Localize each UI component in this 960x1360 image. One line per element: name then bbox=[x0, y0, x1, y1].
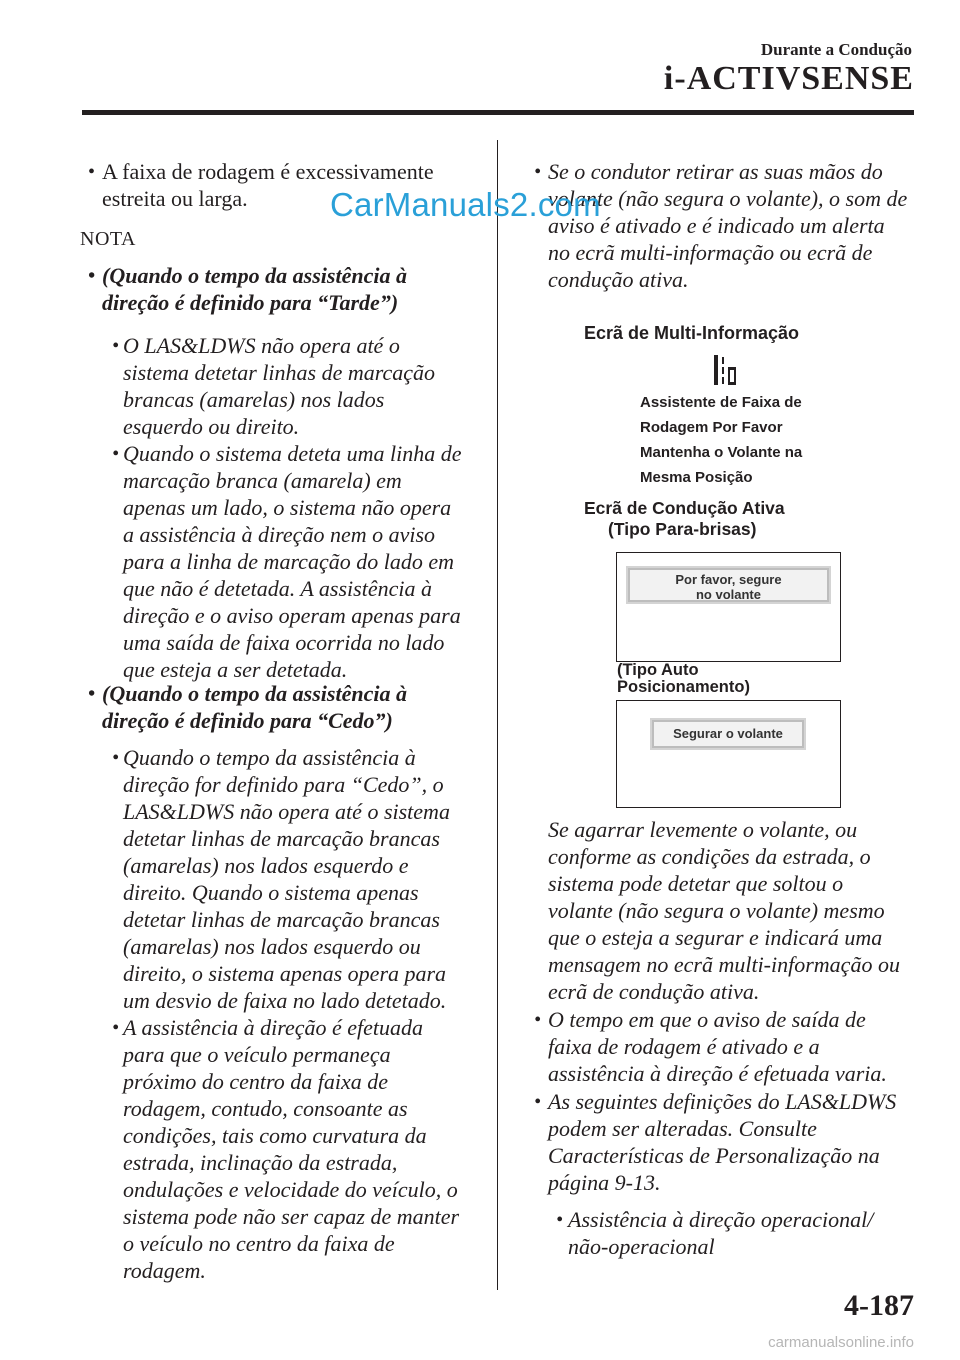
bullet-icon: • bbox=[112, 443, 120, 465]
bullet-icon: • bbox=[112, 1017, 120, 1039]
text-line: marcação branca (amarela) em bbox=[123, 468, 402, 493]
text-line: um desvio de faixa no lado detetado. bbox=[123, 988, 447, 1013]
text-line: volante (não segura o volante) mesmo bbox=[548, 898, 885, 923]
text-line: aviso é ativado e é indicado um alerta bbox=[548, 213, 885, 238]
heading-text bbox=[102, 680, 407, 734]
text-line: conforme as condições da estrada, o bbox=[548, 844, 871, 869]
column-divider bbox=[497, 140, 498, 1290]
text-line: apenas um lado, o sistema não opera bbox=[123, 495, 452, 520]
text-line: Se agarrar levemente o volante, ou bbox=[548, 817, 858, 842]
text-line: O tempo em que o aviso de saída de bbox=[548, 1007, 866, 1032]
text-line: (amarelas) nos lados esquerdo ou bbox=[123, 934, 421, 959]
text-line: assistência à direção é efetuada varia. bbox=[548, 1061, 887, 1086]
text-line: Rodagem Por Favor bbox=[640, 419, 783, 436]
text-line: próximo do centro da faixa de bbox=[123, 1069, 388, 1094]
text-line: brancas (amarelas) nos lados bbox=[123, 387, 385, 412]
section-title: Durante a Condução bbox=[760, 40, 912, 59]
chapter-title: i-ACTIVSENSE bbox=[663, 60, 914, 97]
text-line: Assistência à direção operacional/ bbox=[568, 1207, 874, 1232]
item-text bbox=[548, 1088, 896, 1196]
windshield-type-label: (Tipo Para-brisas) bbox=[608, 519, 757, 539]
text-line: O LAS&LDWS não opera até o bbox=[123, 333, 400, 358]
text-line: sistema pode não ser capaz de manter bbox=[123, 1204, 460, 1229]
page-number: 4-187 bbox=[844, 1289, 914, 1322]
bullet-icon: • bbox=[556, 1209, 564, 1231]
item-text bbox=[123, 332, 435, 440]
text-line: para que o veículo permaneça bbox=[123, 1042, 391, 1067]
bullet-icon: • bbox=[112, 335, 120, 357]
text-line: para a linha de marcação do lado em bbox=[123, 549, 454, 574]
watermark: CarManuals2.com bbox=[330, 186, 601, 223]
windshield-display-box bbox=[616, 552, 841, 662]
text-line: condução ativa. bbox=[548, 267, 689, 292]
text-line: no ecrã multi-informação ou ecrã de bbox=[548, 240, 873, 265]
text-line: que o esteja a segurar e indicará uma bbox=[548, 925, 883, 950]
text-line: Mesma Posição bbox=[640, 469, 753, 486]
note-label: NOTA bbox=[80, 228, 136, 250]
text-line: direção é definido para “Cedo”) bbox=[102, 708, 393, 733]
bullet-icon: • bbox=[88, 161, 96, 183]
footer-link[interactable]: carmanualsonline.info bbox=[768, 1334, 914, 1351]
multi-info-message bbox=[640, 390, 802, 490]
text-line: Mantenha o Volante na bbox=[640, 444, 803, 461]
text-line: ecrã de condução ativa. bbox=[548, 979, 760, 1004]
text-line: direito. Quando o sistema apenas bbox=[123, 880, 419, 905]
text-line: não-operacional bbox=[568, 1234, 715, 1259]
text-line: o veículo no centro da faixa de bbox=[123, 1231, 395, 1256]
text-line: rodagem, contudo, consoante as bbox=[123, 1096, 408, 1121]
item-text bbox=[123, 1014, 459, 1284]
bullet-icon: • bbox=[534, 1091, 542, 1113]
text-line: sistema detetar linhas de marcação bbox=[123, 360, 436, 385]
header-rule bbox=[82, 110, 914, 115]
text-line: detetar linhas de marcação brancas bbox=[123, 907, 440, 932]
text-line: rodagem. bbox=[123, 1258, 206, 1283]
text-line: podem ser alteradas. Consulte bbox=[548, 1116, 817, 1141]
active-display-title-line: Ecrã de Condução Ativa bbox=[584, 498, 785, 518]
text-line: detetar linhas de marcação brancas bbox=[123, 826, 440, 851]
text-line: a assistência à direção nem o aviso bbox=[123, 522, 436, 547]
text-line: condições, tais como curvatura da bbox=[123, 1123, 427, 1148]
bullet-icon: • bbox=[112, 747, 120, 769]
text-line: mensagem no ecrã multi-informação ou bbox=[548, 952, 900, 977]
text-line: direção é definido para “Tarde”) bbox=[102, 290, 399, 315]
text-line: Quando o sistema deteta uma linha de bbox=[123, 441, 462, 466]
bullet-icon: • bbox=[88, 683, 96, 705]
item-text bbox=[123, 744, 450, 1014]
item-text bbox=[548, 1006, 887, 1087]
auto-display-box bbox=[616, 700, 841, 808]
text-line: estreita ou larga. bbox=[102, 186, 248, 211]
bullet-icon: • bbox=[88, 265, 96, 287]
heading-text bbox=[102, 262, 407, 316]
text-line: direção e o aviso operam apenas para bbox=[123, 603, 461, 628]
auto-alert-message: Segurar o volante bbox=[650, 718, 806, 750]
text-line: Quando o tempo da assistência à bbox=[123, 745, 416, 770]
text-line: direito, o sistema apenas opera para bbox=[123, 961, 447, 986]
text-line: direção for definido para “Cedo”, o bbox=[123, 772, 444, 797]
item-text bbox=[568, 1206, 873, 1260]
text-line: A faixa de rodagem é excessivamente bbox=[102, 159, 434, 184]
text-line: Características de Personalização na bbox=[548, 1143, 880, 1168]
alert-line: Por favor, segure bbox=[675, 572, 782, 587]
text-line: ondulações e velocidade do veículo, o bbox=[123, 1177, 458, 1202]
text-line: Se o condutor retirar as suas mãos do bbox=[548, 159, 883, 184]
bullet-icon: • bbox=[534, 1009, 542, 1031]
text-line: (Quando o tempo da assistência à bbox=[102, 263, 407, 288]
text-line: uma saída de faixa ocorrida no lado bbox=[123, 630, 445, 655]
item-text bbox=[123, 440, 462, 683]
text-line: que esteja a ser detetada. bbox=[123, 657, 348, 682]
text-line: (amarelas) nos lados esquerdo e bbox=[123, 853, 409, 878]
item-text bbox=[548, 158, 907, 293]
text-line: que não é detetada. A assistência à bbox=[123, 576, 432, 601]
text-line: sistema pode detetar que soltou o bbox=[548, 871, 844, 896]
text-line: Posicionamento) bbox=[617, 678, 750, 696]
text-line: volante (não segura o volante), o som de bbox=[548, 186, 908, 211]
lane-keep-icon bbox=[713, 354, 737, 386]
alert-line: no volante bbox=[695, 587, 761, 602]
windshield-alert-message bbox=[626, 566, 831, 604]
bullet-icon: • bbox=[534, 161, 542, 183]
text-line: LAS&LDWS não opera até o sistema bbox=[123, 799, 450, 824]
text-line: (Quando o tempo da assistência à bbox=[102, 681, 407, 706]
text-line: faixa de rodagem é ativado e a bbox=[548, 1034, 820, 1059]
auto-positioning-title bbox=[617, 662, 750, 696]
multi-info-title: Ecrã de Multi-Informação bbox=[584, 323, 800, 343]
text-line: Assistente de Faixa de bbox=[640, 394, 802, 411]
text-line: estrada, inclinação da estrada, bbox=[123, 1150, 398, 1175]
text-line: esquerdo ou direito. bbox=[123, 414, 300, 439]
text-line: (Tipo Auto bbox=[617, 661, 699, 679]
paragraph bbox=[548, 816, 900, 1005]
text-line: A assistência à direção é efetuada bbox=[123, 1015, 423, 1040]
text-line: página 9-13. bbox=[548, 1170, 661, 1195]
active-display-title bbox=[584, 498, 785, 540]
text-line: As seguintes definições do LAS&LDWS bbox=[548, 1089, 897, 1114]
